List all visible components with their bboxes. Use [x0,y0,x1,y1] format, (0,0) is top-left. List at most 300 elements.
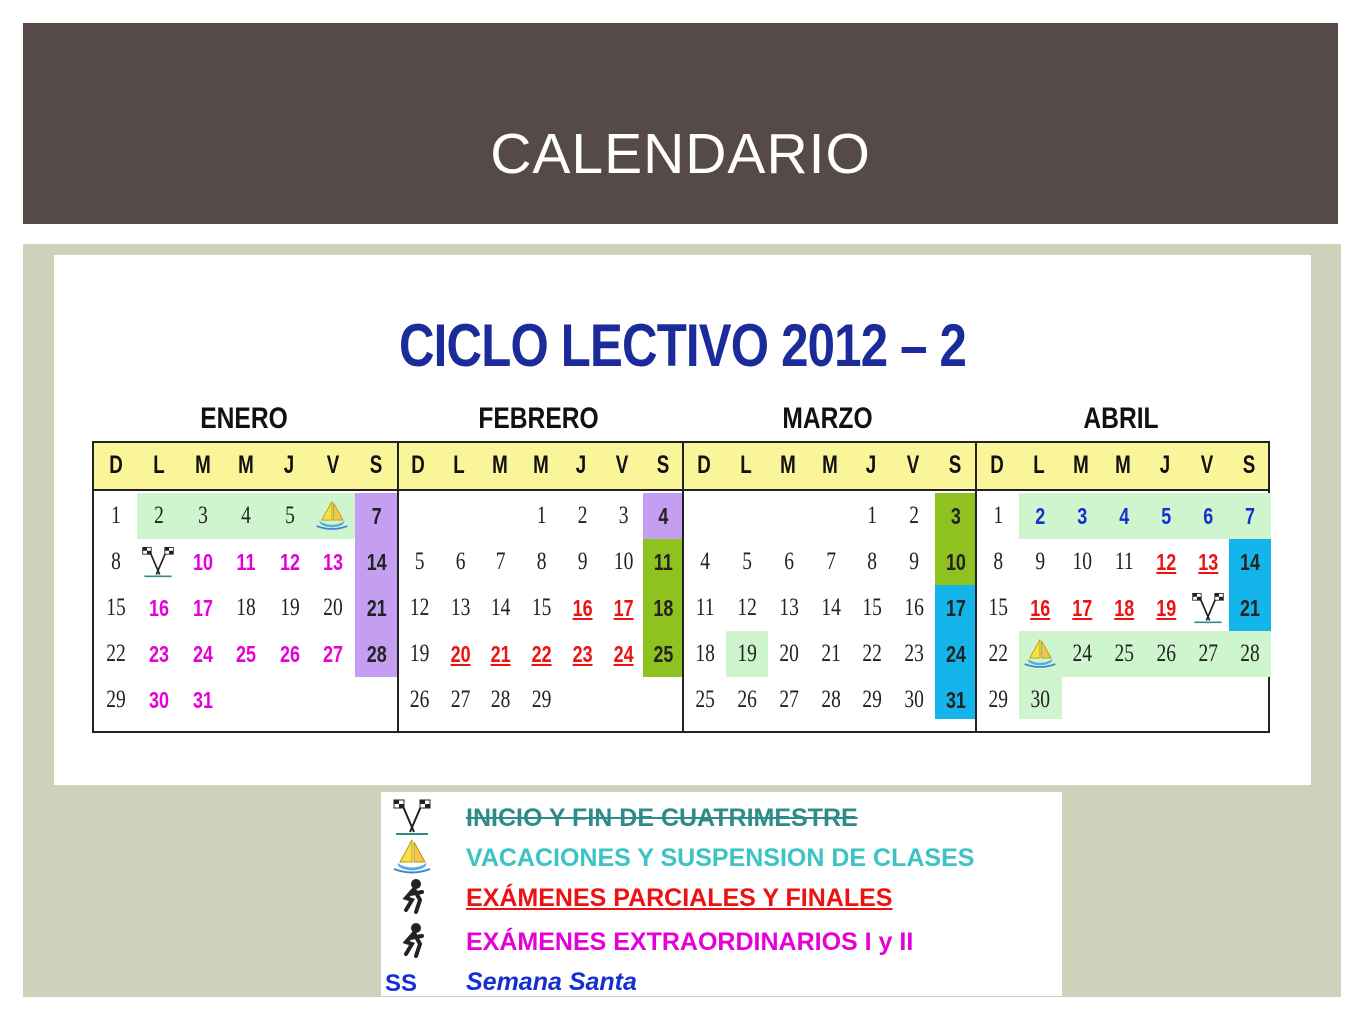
sailboat-icon [385,836,439,876]
day-number: 16 [1030,595,1051,621]
day-number: 31 [192,687,213,713]
weekday-header: D [990,451,1004,479]
weekday-header: V [326,451,340,479]
day-number: 6 [784,548,794,575]
day-cell [935,585,977,631]
day-cell [562,677,603,719]
day-cell [480,677,521,719]
day-cell [311,677,355,719]
day-number: 10 [192,549,213,575]
legend-item [381,960,1062,1000]
day-cell [562,539,603,585]
weekday-header: V [906,451,920,479]
day-number: 22 [106,640,126,667]
day-cell [977,585,1020,631]
day-number: 20 [450,641,471,667]
day-cell [851,493,893,539]
legend-item [381,836,1062,876]
day-number: 2 [154,502,165,529]
day-number: 1 [993,502,1004,529]
day-cell [1019,631,1062,677]
day-number: 13 [1198,549,1219,575]
day-cell [684,631,726,677]
day-cell [1145,585,1188,631]
day-number: 8 [867,548,878,575]
day-cell [440,585,481,631]
day-number: 3 [951,503,962,529]
day-number: 25 [653,641,674,667]
day-cell [521,493,562,539]
day-cell [643,631,684,677]
day-cell [1019,493,1062,539]
day-cell [355,631,398,677]
day-cell [224,493,268,539]
weekday-header: D [697,451,711,479]
day-number: 23 [904,640,925,667]
day-number: 4 [658,503,669,529]
day-number: 22 [988,640,1008,667]
day-number: 29 [106,686,126,713]
day-number: 19 [737,640,757,667]
day-number: 17 [1072,595,1093,621]
day-cell [268,631,312,677]
weekday-header: J [1159,451,1171,479]
day-cell [521,585,562,631]
day-cell [1061,539,1104,585]
day-cell [603,585,644,631]
day-number: 27 [323,641,344,667]
checkered-flags-icon [1191,588,1225,631]
day-cell [810,677,852,719]
day-cell [977,539,1020,585]
day-number: 19 [279,594,300,621]
day-number: 24 [1072,640,1092,667]
day-cell [726,585,768,631]
day-cell [137,539,181,585]
day-cell [480,631,521,677]
day-number: 31 [946,687,967,713]
day-number: 21 [491,641,511,667]
day-cell [810,539,852,585]
day-number: 11 [654,549,674,575]
day-cell [726,631,768,677]
day-cell [851,585,893,631]
day-cell [684,493,726,539]
day-cell [224,677,268,719]
day-number: 15 [862,594,883,621]
day-cell [935,539,977,585]
day-number: 15 [988,594,1008,621]
day-cell [1061,585,1104,631]
day-number: 19 [1156,595,1177,621]
sailboat-icon [1023,634,1057,677]
day-cell [399,631,440,677]
day-cell [224,585,268,631]
day-cell [224,631,268,677]
legend-item [381,796,1062,836]
day-number: 21 [366,595,387,621]
day-number: 21 [1240,595,1260,621]
day-cell [1145,493,1188,539]
day-cell [181,585,225,631]
day-number: 12 [737,594,757,621]
day-cell [181,631,225,677]
day-cell [440,631,481,677]
runner-icon [385,876,439,916]
weekday-header: J [866,451,877,479]
day-number: 17 [946,595,967,621]
day-cell [726,677,768,719]
weekday-header: S [1242,451,1256,479]
day-cell [851,631,893,677]
day-number: 15 [531,594,552,621]
day-number: 12 [1156,549,1177,575]
month-name-marzo: MARZO [782,402,873,435]
day-cell [684,539,726,585]
day-cell [603,677,644,719]
runner-icon [385,920,439,960]
weekday-header: S [656,451,669,479]
weekday-header: L [153,451,165,479]
day-cell [1187,677,1230,719]
day-number: 9 [577,548,588,575]
day-number: 24 [613,641,634,667]
weekday-header: J [575,451,587,479]
day-number: 28 [366,641,387,667]
weekday-header: M [779,451,796,479]
day-number: 5 [742,548,752,575]
day-cell [224,539,268,585]
day-number: 5 [284,502,295,529]
day-number: 14 [1240,549,1260,575]
day-cell [181,539,225,585]
day-cell [562,493,603,539]
day-number: 8 [993,548,1004,575]
weekday-header: M [491,451,508,479]
day-number: 13 [779,594,799,621]
day-number: 29 [862,686,883,713]
day-cell [1229,677,1271,719]
day-number: 14 [366,549,387,575]
day-cell [137,585,181,631]
weekday-header: D [108,451,123,479]
day-cell [268,539,312,585]
day-cell [181,677,225,719]
weekday-header: L [453,451,465,479]
day-number: 18 [695,640,715,667]
day-cell [1103,585,1146,631]
weekday-header: M [532,451,549,479]
day-cell [893,585,935,631]
day-number: 23 [149,641,170,667]
weekday-header-row [94,443,1268,491]
day-number: 11 [695,594,715,621]
day-cell [521,539,562,585]
day-number: 25 [695,686,715,713]
day-cell [603,493,644,539]
day-number: 6 [455,548,466,575]
legend-label: VACACIONES Y SUSPENSION DE CLASES [466,844,975,872]
legend-label: EXÁMENES EXTRAORDINARIOS I y II [466,928,914,956]
day-number: 24 [946,641,967,667]
day-cell [1187,539,1230,585]
day-cell [1061,631,1104,677]
legend-label: INICIO Y FIN DE CUATRIMESTRE [466,804,858,832]
day-cell [1187,493,1230,539]
day-cell [355,585,398,631]
day-cell [893,539,935,585]
calendar-table [92,441,1270,733]
day-number: 4 [1119,503,1130,529]
day-number: 26 [409,686,430,713]
semana-santa-icon: SS [385,970,418,997]
day-cell [94,631,138,677]
month-name-febrero: FEBRERO [478,402,599,435]
day-number: 7 [825,548,836,575]
day-number: 15 [106,594,126,621]
day-number: 14 [491,594,511,621]
checkered-flags-icon [385,796,439,836]
weekday-header: S [948,451,962,479]
day-number: 4 [700,548,711,575]
day-number: 1 [536,502,547,529]
day-number: 20 [323,594,343,621]
day-cell [1187,631,1230,677]
day-cell [521,631,562,677]
day-cell [810,493,852,539]
day-number: 17 [613,595,634,621]
day-cell [726,493,768,539]
day-cell [355,493,398,539]
day-cell [355,539,398,585]
day-cell [1187,585,1230,631]
day-cell [1229,493,1271,539]
day-cell [480,539,521,585]
day-number: 25 [236,641,257,667]
day-cell [562,585,603,631]
day-number: 21 [820,640,841,667]
weekday-header: V [1200,451,1214,479]
day-cell [977,677,1020,719]
weekday-header: M [1073,451,1089,479]
day-number: 7 [1245,503,1255,529]
day-number: 14 [820,594,841,621]
day-cell [1145,539,1188,585]
day-number: 29 [988,686,1008,713]
day-number: 5 [414,548,425,575]
day-cell [643,585,684,631]
day-cell [643,493,684,539]
legend-item [381,920,1062,960]
day-cell [1019,585,1062,631]
weekday-header: S [370,451,383,479]
day-cell [768,493,810,539]
day-cell [643,539,684,585]
day-number: 3 [1077,503,1088,529]
day-number: 27 [450,686,471,713]
day-cell [851,677,893,719]
calendar-card [54,255,1311,785]
day-cell [137,493,181,539]
weekday-header: M [238,451,254,479]
day-cell [268,585,312,631]
day-cell [810,631,852,677]
day-number: 1 [111,502,121,529]
day-number: 29 [531,686,552,713]
legend-label: EXÁMENES PARCIALES Y FINALES [466,884,893,912]
day-cell [977,631,1020,677]
sailboat-icon [315,496,349,539]
day-number: 5 [1161,503,1172,529]
day-cell [94,539,138,585]
day-cell [1103,539,1146,585]
day-cell [603,631,644,677]
weekday-header: M [821,451,838,479]
day-cell [684,585,726,631]
day-number: 8 [111,548,121,575]
day-cell [1229,631,1271,677]
day-cell [399,539,440,585]
weekday-header: J [284,451,295,479]
legend-label: Semana Santa [466,968,637,996]
slide-header [23,23,1338,224]
weekday-header: L [740,451,752,479]
day-cell [399,585,440,631]
day-number: 26 [737,686,757,713]
day-cell [768,677,810,719]
weekday-header: M [1115,451,1131,479]
day-number: 18 [236,594,256,621]
day-number: 26 [279,641,300,667]
day-cell [643,677,684,719]
day-cell [1019,677,1062,719]
day-number: 22 [531,641,552,667]
month-name-enero: ENERO [200,402,288,435]
day-number: 12 [409,594,430,621]
day-cell [1229,585,1271,631]
weekday-header: L [1033,451,1045,479]
day-number: 2 [577,502,588,529]
day-cell [935,677,977,719]
day-cell [440,539,481,585]
day-cell [810,585,852,631]
day-number: 12 [279,549,300,575]
day-number: 18 [1114,595,1135,621]
day-number: 6 [1203,503,1214,529]
day-number: 8 [536,548,547,575]
day-cell [893,677,935,719]
day-number: 20 [779,640,799,667]
day-number: 28 [820,686,841,713]
day-cell [181,493,225,539]
day-number: 2 [909,502,920,529]
day-cell [1103,677,1146,719]
day-cell [603,539,644,585]
day-number: 16 [572,595,593,621]
day-number: 28 [491,686,511,713]
day-number: 28 [1240,640,1260,667]
day-cell [977,493,1020,539]
day-cell [1103,631,1146,677]
day-number: 27 [1198,640,1218,667]
day-number: 3 [618,502,629,529]
day-number: 16 [904,594,925,621]
day-number: 7 [496,548,506,575]
day-number: 17 [192,595,213,621]
day-number: 13 [323,549,344,575]
day-number: 11 [236,549,256,575]
weekday-header: D [411,451,426,479]
day-cell [1103,493,1146,539]
day-cell [684,677,726,719]
day-number: 10 [613,548,633,575]
day-cell [94,585,138,631]
day-cell [1145,677,1188,719]
day-number: 18 [653,595,674,621]
day-number: 9 [1035,548,1046,575]
day-number: 10 [1072,548,1092,575]
day-cell [137,677,181,719]
day-cell [562,631,603,677]
day-cell [521,677,562,719]
day-cell [893,493,935,539]
day-cell [311,539,355,585]
day-number: 2 [1035,503,1046,529]
day-cell [440,677,481,719]
day-number: 13 [450,594,471,621]
day-number: 19 [409,640,430,667]
day-cell [768,585,810,631]
day-cell [268,493,312,539]
day-number: 24 [192,641,213,667]
day-number: 7 [371,503,382,529]
weekday-header: M [194,451,211,479]
day-number: 30 [1030,686,1050,713]
day-number: 23 [572,641,593,667]
day-number: 26 [1156,640,1176,667]
day-cell [851,539,893,585]
day-cell [768,539,810,585]
day-cell [935,631,977,677]
day-number: 22 [862,640,883,667]
day-cell [893,631,935,677]
day-number: 30 [904,686,925,713]
legend-item [381,876,1062,916]
day-cell [268,677,312,719]
day-cell [440,493,481,539]
day-number: 3 [197,502,208,529]
day-number: 11 [1114,548,1134,575]
day-cell [1061,493,1104,539]
day-cell [137,631,181,677]
day-cell [935,493,977,539]
legend [381,792,1062,996]
day-cell [311,585,355,631]
day-cell [480,493,521,539]
day-cell [768,631,810,677]
slide-title: CALENDARIO [490,122,871,186]
day-cell [726,539,768,585]
day-cell [1145,631,1188,677]
weekday-header: V [615,451,629,479]
day-cell [399,677,440,719]
day-number: 1 [867,502,878,529]
day-number: 16 [149,595,170,621]
day-number: 4 [241,502,252,529]
day-cell [1019,539,1062,585]
month-name-abril: ABRIL [1083,402,1159,435]
day-cell [311,493,355,539]
